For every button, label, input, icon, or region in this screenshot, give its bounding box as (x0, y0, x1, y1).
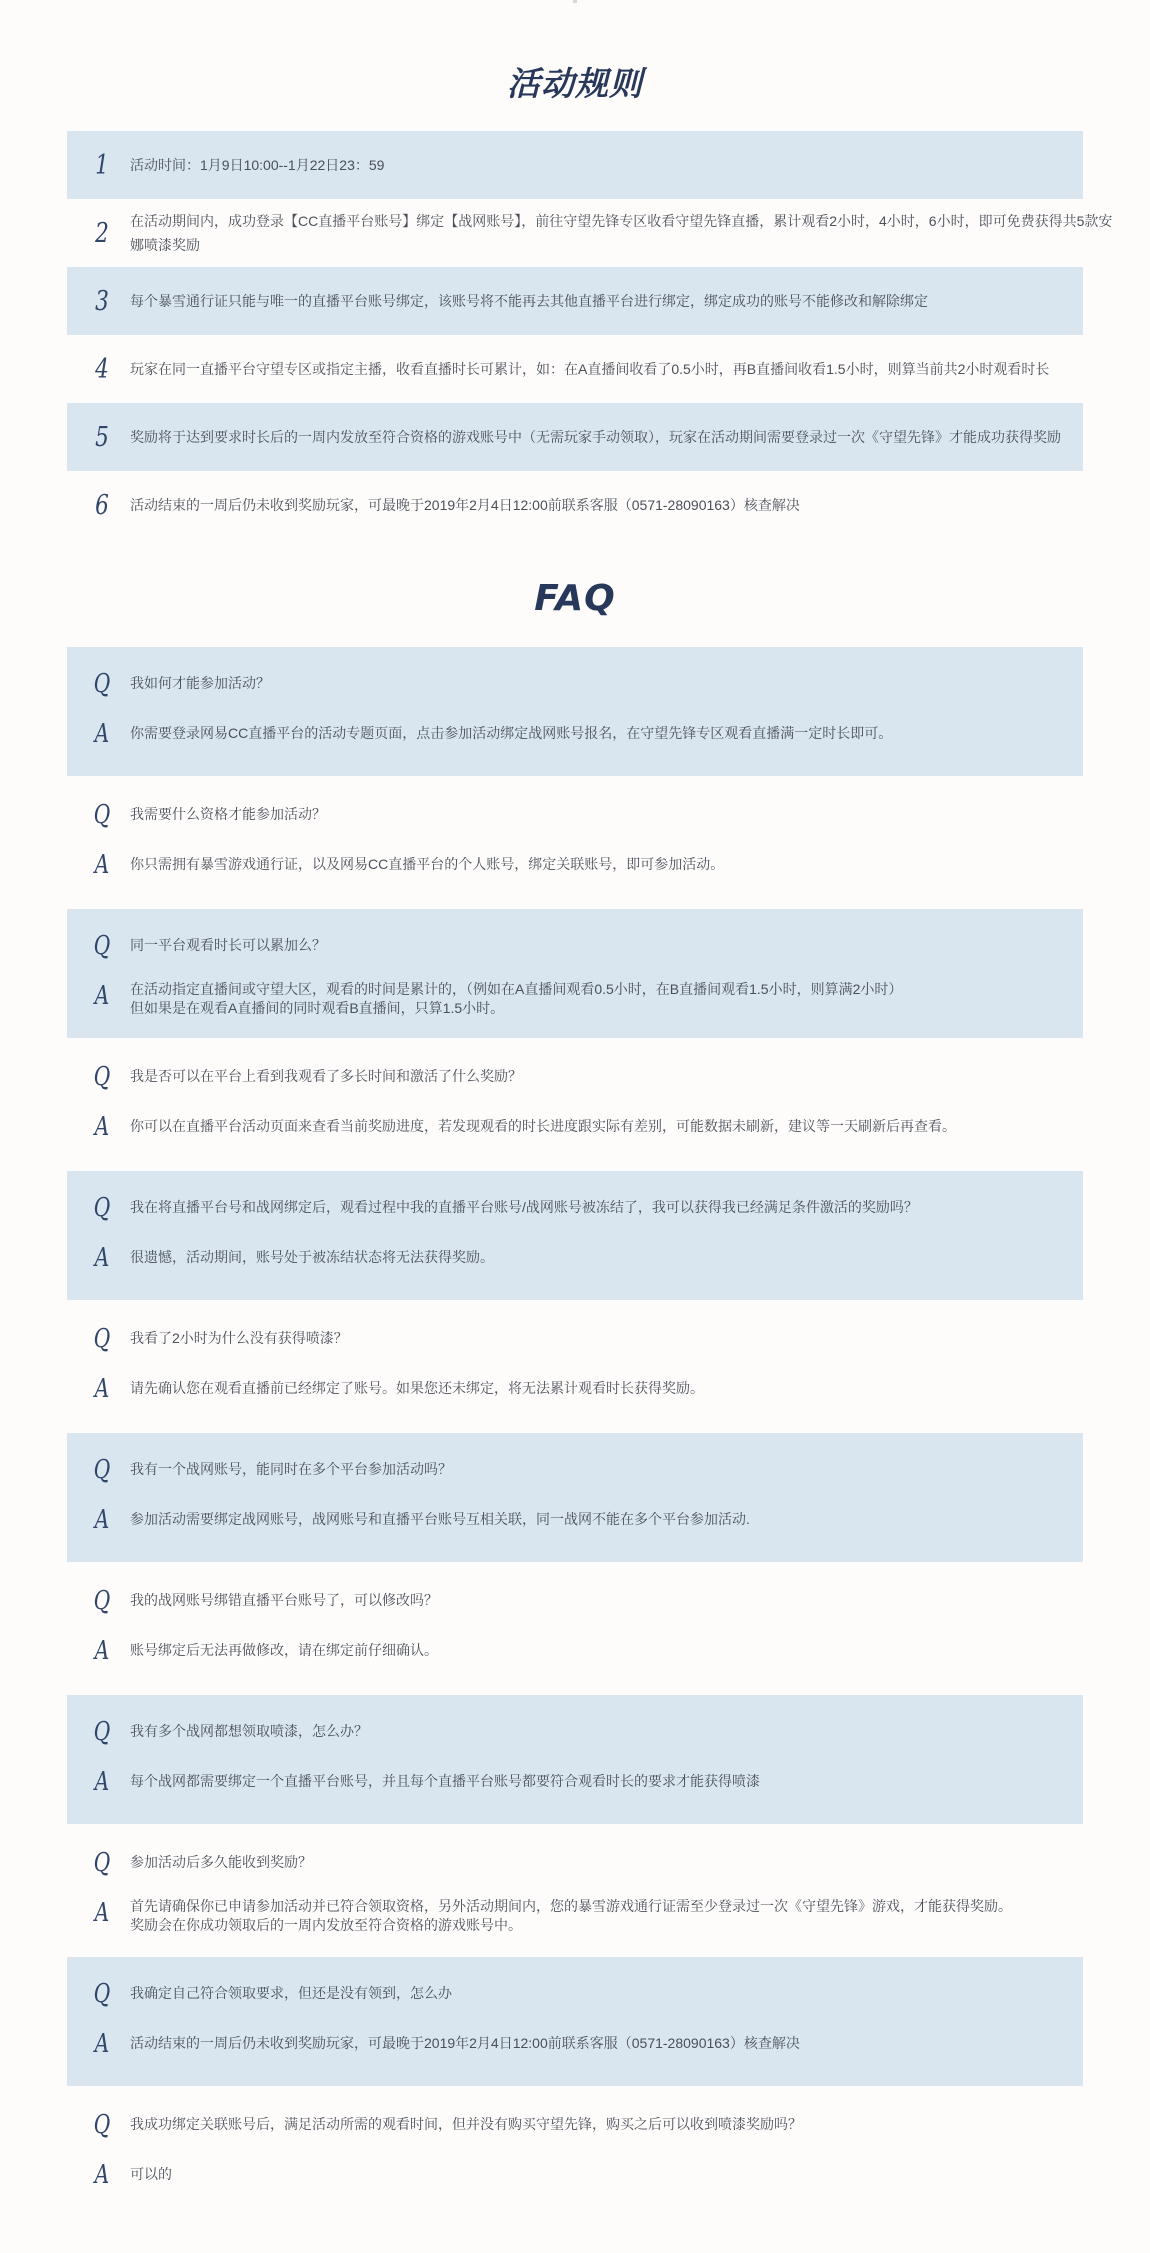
rule-number: 1 (95, 149, 109, 181)
rule-text: 玩家在同一直播平台守望专区或指定主播，收看直播时长可累计，如：在A直播间收看了0.5小时，再B直播间收看1.5小时，则算当前共2小时观看时长 (130, 361, 1050, 377)
rule-number: 4 (95, 353, 109, 385)
answer-mark-label: A (94, 719, 110, 749)
faq-answer-text: 每个战网都需要绑定一个直播平台账号，并且每个直播平台账号都要符合观看时长的要求才能获得喷漆 (130, 1773, 760, 1789)
faq-question-text: 我有多个战网都想领取喷漆，怎么办？ (130, 1723, 368, 1739)
faq-title: FAQ (534, 578, 616, 619)
faq-question-row (67, 2106, 1083, 2144)
faq-answer-text: 你只需拥有暴雪游戏通行证，以及网易CC直播平台的个人账号，绑定关联账号，即可参加活动。 (130, 856, 725, 872)
faq-answer-text: 活动结束的一周后仍未收到奖励玩家，可最晚于2019年2月4日12:00前联系客服（0571-28090163）核查解决 (130, 2035, 800, 2051)
question-mark-label: Q (93, 1586, 111, 1616)
faq-answer-row (67, 2025, 1083, 2071)
faq-item (67, 1695, 1083, 1824)
faq-question-row (67, 665, 1083, 703)
question-mark-label: Q (93, 1848, 111, 1878)
faq-item (67, 647, 1083, 776)
faq-answer-row (67, 846, 1083, 892)
faq-item (67, 2088, 1083, 2217)
faq-question-row (67, 1975, 1083, 2013)
faq-question-text: 我需要什么资格才能参加活动？ (130, 806, 326, 822)
answer-mark-label: A (94, 2029, 110, 2059)
answer-mark-label: A (94, 1243, 110, 1273)
faq-question-text: 我有一个战网账号，能同时在多个平台参加活动吗？ (130, 1461, 452, 1477)
answer-mark-label: A (94, 2160, 110, 2190)
question-mark-label: Q (93, 1717, 111, 1747)
answer-mark-label: A (94, 1112, 110, 1142)
faq-answer-text: 请先确认您在观看直播前已经绑定了账号。如果您还未绑定，将无法累计观看时长获得奖励。 (130, 1380, 704, 1396)
answer-mark-label: A (94, 981, 110, 1011)
faq-answer-text: 在活动指定直播间或守望大区，观看的时间是累计的，（例如在A直播间观看0.5小时，在B直播间观看1.5小时，则算满2小时） 但如果是在观看A直播间的同时观看B直播间，只算1.5小时。 (130, 981, 903, 1016)
faq-question-row (67, 796, 1083, 834)
question-mark-label: Q (93, 931, 111, 961)
rules-title: 活动规则 (507, 64, 643, 103)
rule-row (67, 335, 1083, 403)
faq-item (67, 1171, 1083, 1300)
faq-item (67, 1957, 1083, 2086)
faq-item (67, 1826, 1083, 1955)
faq-question-row (67, 1189, 1083, 1227)
faq-question-text: 同一平台观看时长可以累加么？ (130, 937, 326, 953)
faq-answer-text: 可以的 (130, 2166, 172, 2182)
faq-answer-row (67, 2156, 1083, 2202)
faq-question-text: 参加活动后多久能收到奖励？ (130, 1854, 312, 1870)
rule-row (67, 267, 1083, 335)
faq-answer-text: 你可以在直播平台活动页面来查看当前奖励进度，若发现观看的时长进度跟实际有差别，可能数据未刷新，建议等一天刷新后再查看。 (130, 1118, 956, 1134)
question-mark-label: Q (93, 669, 111, 699)
rule-text: 活动结束的一周后仍未收到奖励玩家，可最晚于2019年2月4日12:00前联系客服（0571-28090163）核查解决 (130, 497, 800, 513)
faq-answer-row (67, 1894, 1083, 1940)
faq-answer-row (67, 1108, 1083, 1154)
question-mark-label: Q (93, 1193, 111, 1223)
rule-row (67, 403, 1083, 471)
question-mark-label: Q (93, 2110, 111, 2140)
answer-mark-label: A (94, 1374, 110, 1404)
rule-number: 3 (95, 285, 109, 317)
rule-row (67, 199, 1113, 267)
faq-answer-text: 很遗憾，活动期间，账号处于被冻结状态将无法获得奖励。 (130, 1249, 494, 1265)
faq-question-row (67, 1320, 1083, 1358)
answer-mark-label: A (94, 1505, 110, 1535)
faq-item (67, 1302, 1083, 1431)
answer-mark-label: A (94, 1636, 110, 1666)
rule-number: 5 (95, 421, 109, 453)
question-mark-label: Q (93, 1062, 111, 1092)
faq-answer-row (67, 1239, 1083, 1285)
faq-answer-text: 账号绑定后无法再做修改，请在绑定前仔细确认。 (130, 1642, 438, 1658)
answer-mark-label: A (94, 1767, 110, 1797)
rule-number: 2 (95, 217, 109, 249)
question-mark-label: Q (93, 1979, 111, 2009)
faq-question-row (67, 1582, 1083, 1620)
faq-question-text: 我成功绑定关联账号后，满足活动所需的观看时间，但并没有购买守望先锋，购买之后可以收到喷漆奖励吗？ (130, 2116, 802, 2132)
faq-answer-text: 你需要登录网易CC直播平台的活动专题页面，点击参加活动绑定战网账号报名，在守望先锋专区观看直播满一定时长即可。 (130, 725, 893, 741)
answer-mark-label: A (94, 850, 110, 880)
faq-answer-row (67, 1763, 1083, 1809)
faq-question-text: 我的战网账号绑错直播平台账号了，可以修改吗？ (130, 1592, 438, 1608)
faq-question-text: 我是否可以在平台上看到我观看了多长时间和激活了什么奖励？ (130, 1068, 522, 1084)
faq-item (67, 909, 1083, 1038)
faq-question-text: 我看了2小时为什么没有获得喷漆？ (130, 1330, 348, 1346)
rule-row (67, 131, 1083, 199)
faq-question-row (67, 1713, 1083, 1751)
answer-mark-label: A (94, 1898, 110, 1928)
faq-answer-row (67, 715, 1083, 761)
faq-question-text: 我在将直播平台号和战网绑定后，观看过程中我的直播平台账号/战网账号被冻结了，我可以获得我已经满足条件激活的奖励吗？ (130, 1199, 918, 1215)
faq-question-row (67, 1058, 1083, 1096)
question-mark-label: Q (93, 800, 111, 830)
rule-text: 在活动期间内，成功登录【CC直播平台账号】绑定【战网账号】，前往守望先锋专区收看守望先锋直播，累计观看2小时，4小时，6小时，即可免费获得共5款安娜喷漆奖励 (130, 213, 1113, 253)
faq-question-row (67, 1451, 1083, 1489)
faq-item (67, 1040, 1083, 1169)
rule-row (67, 471, 1083, 539)
faq-list (67, 647, 1083, 2219)
faq-question-text: 我如何才能参加活动？ (130, 675, 270, 691)
faq-item (67, 1564, 1083, 1693)
rule-text: 每个暴雪通行证只能与唯一的直播平台账号绑定，该账号将不能再去其他直播平台进行绑定，绑定成功的账号不能修改和解除绑定 (130, 293, 928, 309)
rules-list (67, 131, 1113, 539)
question-mark-label: Q (93, 1324, 111, 1354)
rule-text: 奖励将于达到要求时长后的一周内发放至符合资格的游戏账号中（无需玩家手动领取），玩家在活动期间需要登录过一次《守望先锋》才能成功获得奖励 (130, 429, 1061, 445)
faq-answer-row (67, 1370, 1083, 1416)
faq-question-row (67, 927, 1083, 965)
faq-answer-row (67, 1632, 1083, 1678)
rule-number: 6 (95, 489, 109, 521)
faq-answer-text: 首先请确保你已申请参加活动并已符合领取资格，另外活动期间内，您的暴雪游戏通行证需至少登录过一次《守望先锋》游戏，才能获得奖励。 奖励会在你成功领取后的一周内发放至符合资格的游戏账号中。 (130, 1898, 1012, 1933)
faq-item (67, 1433, 1083, 1562)
faq-answer-text: 参加活动需要绑定战网账号，战网账号和直播平台账号互相关联，同一战网不能在多个平台参加活动. (130, 1511, 750, 1527)
rule-text: 活动时间：1月9日10:00--1月22日23：59 (130, 157, 385, 173)
faq-question-text: 我确定自己符合领取要求，但还是没有领到，怎么办 (130, 1985, 452, 2001)
faq-answer-row (67, 977, 1083, 1023)
question-mark-label: Q (93, 1455, 111, 1485)
top-marker (573, 0, 577, 3)
faq-question-row (67, 1844, 1083, 1882)
faq-answer-row (67, 1501, 1083, 1547)
faq-item (67, 778, 1083, 907)
